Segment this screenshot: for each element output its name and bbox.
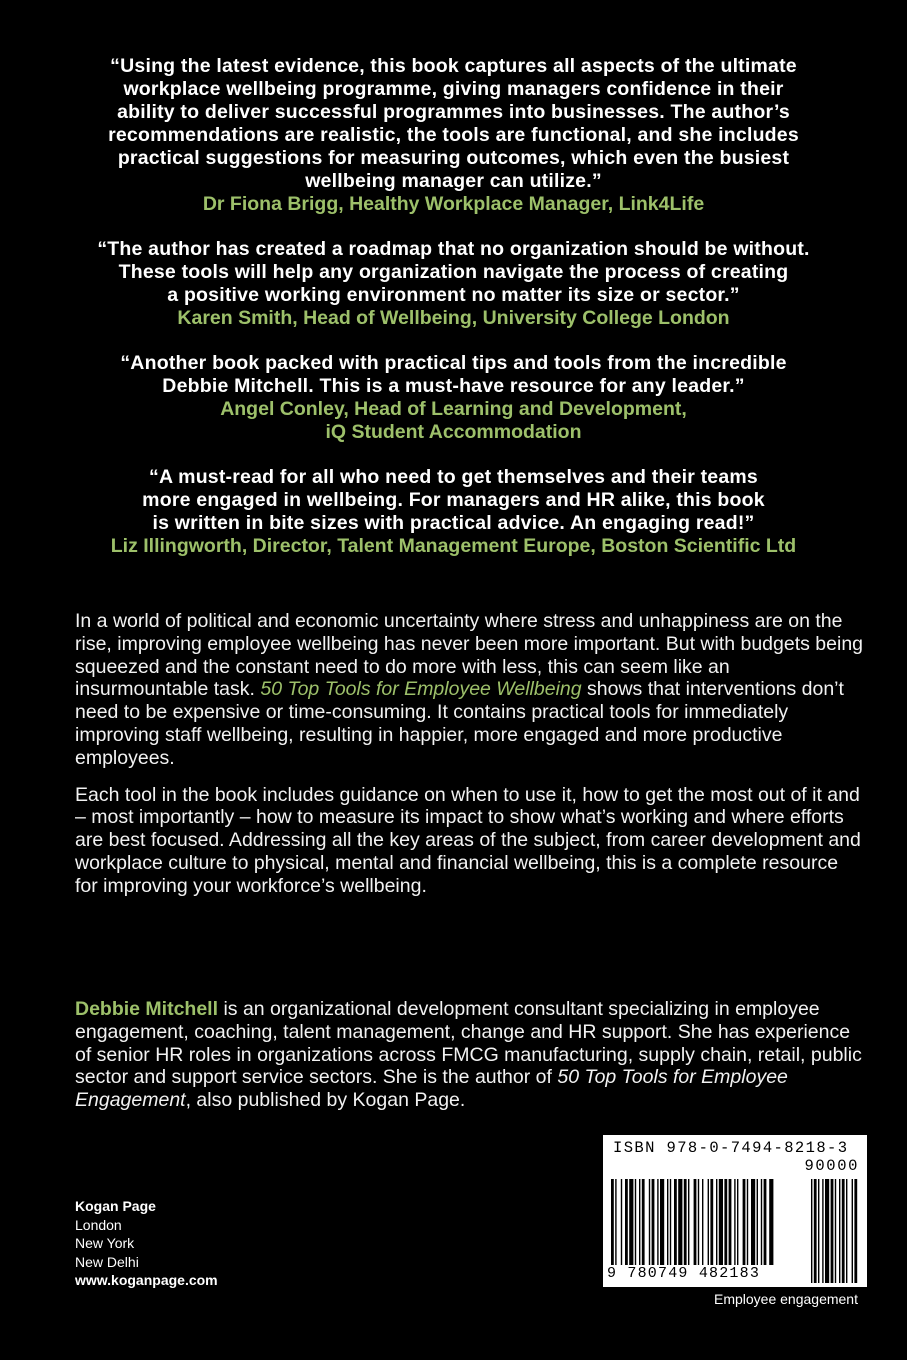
endorsement-4: [60, 466, 847, 558]
publisher-city: London: [75, 1216, 122, 1233]
endorsement-3: [60, 352, 847, 444]
publisher-block: [75, 1197, 218, 1290]
quote-text: “Using the latest evidence, this book captures all aspects of the ultimate workplace wellbeing programme, giving managers confidence in their ability to deliver successful programmes into businesses. The author’s recommendations are realistic, the tools are functional, and she includes practical suggestions for measuring outcomes, which even the busiest wellbeing manager can utilize.”: [108, 55, 799, 192]
endorsements: [60, 55, 847, 580]
publisher-city: New York: [75, 1235, 135, 1251]
quote-attribution: Liz Illingworth, Director, Talent Management Europe, Boston Scientific Ltd: [110, 535, 797, 557]
endorsement-1: [60, 55, 847, 216]
barcode-digits: 9 780749 482183: [607, 1265, 761, 1282]
endorsement-2: [60, 238, 847, 330]
quote-attribution: Dr Fiona Brigg, Healthy Workplace Manager, Link4Life: [202, 193, 705, 215]
price-addon: 90000: [804, 1157, 859, 1175]
bio-text-2: , also published by Kogan Page.: [185, 1089, 466, 1112]
author-name: Debbie Mitchell: [75, 998, 219, 1020]
book-description: [75, 610, 865, 912]
publisher-website: www.koganpage.com: [75, 1272, 218, 1288]
isbn-label: ISBN 978-0-7494-8218-3: [613, 1139, 849, 1157]
description-paragraph-1: [75, 610, 865, 770]
quote-attribution: Angel Conley, Head of Learning and Development, iQ Student Accommodation: [220, 398, 687, 443]
author-bio: [75, 998, 865, 1112]
description-intro: In a world of political and economic uncertainty where stress and unhappiness are on the rise, improving employee wellbeing has never been more important. But with budgets being squeezed and the constant need to do more with less, this can seem like an insurmountable task.: [75, 610, 864, 701]
bio-text-1: is an organizational development consultant specializing in employee engagement, coaching, talent management, change and HR support. She has experience of senior HR roles in organizations across FMCG manufacturing, supply chain, retail, public sector and support service sectors. She is the author of: [75, 998, 862, 1089]
quote-text: “Another book packed with practical tips and tools from the incredible Debbie Mitchell. This is a must-have resource for any leader.”: [120, 352, 787, 397]
publisher-city: New Delhi: [75, 1253, 139, 1270]
description-rest: shows that interventions don’t need to be expensive or time-consuming. It contains practical tools for immediately improving staff wellbeing, resulting in happier, more engaged and more productive employees.: [75, 678, 844, 769]
quote-text: “A must-read for all who need to get themselves and their teams more engaged in wellbeing. For managers and HR alike, this book is written in bite sizes with practical advice. An engaging read!”: [142, 466, 765, 534]
quote-attribution: Karen Smith, Head of Wellbeing, University College London: [177, 307, 730, 329]
category-label: Employee engagement: [714, 1291, 858, 1307]
quote-text: “The author has created a roadmap that no organization should be without. These tools will help any organization navigate the process of creating a positive working environment no matter its size or sector.”: [97, 238, 810, 306]
description-paragraph-2: Each tool in the book includes guidance on when to use it, how to get the most out of it and – most importantly – how to measure its impact to show what’s working and where efforts are best focused. Addressing all the key areas of the subject, from career development and workplace culture to physical, mental and financial wellbeing, this is a complete resource for improving your workforce’s wellbeing.: [75, 783, 861, 897]
other-book-title: 50 Top Tools for Employee Engagement: [75, 1066, 788, 1112]
book-title: 50 Top Tools for Employee Wellbeing: [260, 678, 582, 701]
publisher-name: Kogan Page: [75, 1198, 156, 1214]
barcode: [603, 1135, 867, 1287]
